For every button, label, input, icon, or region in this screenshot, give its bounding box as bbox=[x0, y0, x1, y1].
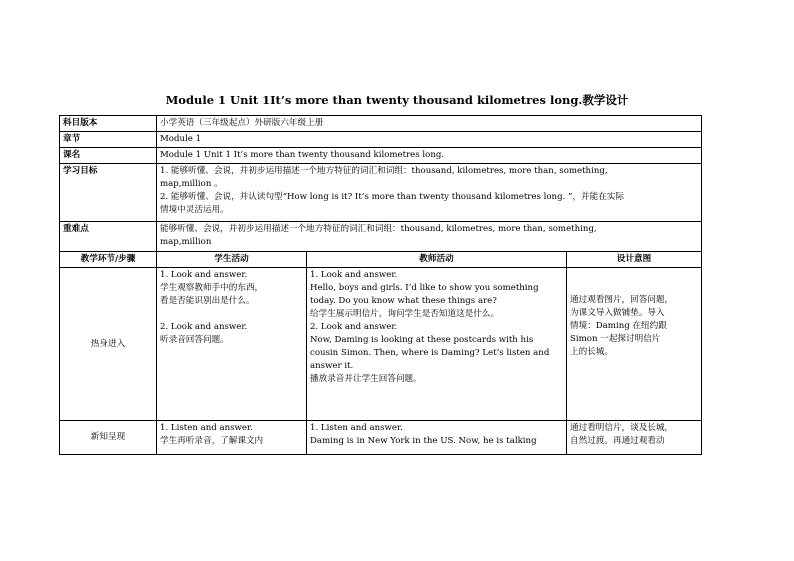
teacher-line: 2. Look and answer. bbox=[310, 322, 398, 332]
row-new-knowledge bbox=[60, 421, 702, 455]
student-line: 学生再听录音，了解课文内 bbox=[160, 436, 264, 446]
key-points-label: 重难点 bbox=[60, 222, 157, 252]
new-knowledge-student bbox=[157, 421, 307, 455]
intent-line: 通过观看图片，回答问题， bbox=[570, 295, 674, 305]
row-warmup bbox=[60, 268, 702, 421]
intent-line: 为课文导入做铺垫。导入 bbox=[570, 308, 665, 318]
warmup-student bbox=[157, 268, 307, 421]
key-point-line: 能够听懂、会说，并初步运用描述一个地方特征的词汇和词组：thousand, kilometres, more than, something, bbox=[160, 224, 597, 234]
activity-header-row bbox=[60, 252, 702, 268]
student-line: 听录音回答问题。 bbox=[160, 335, 229, 345]
objective-line: 情境中灵活运用。 bbox=[160, 205, 229, 215]
student-line bbox=[160, 308, 303, 321]
edition-label: 科目版本 bbox=[60, 116, 157, 132]
lesson-label: 课名 bbox=[60, 148, 157, 164]
new-knowledge-intent bbox=[567, 421, 702, 455]
teacher-line: today. Do you know what these things are? bbox=[310, 296, 497, 306]
intent-line: Simon 一起探讨明信片 bbox=[570, 334, 661, 344]
teacher-line: Now, Daming is looking at these postcards with his bbox=[310, 335, 534, 345]
student-line: 看是否能识别出是什么。 bbox=[160, 296, 255, 306]
lesson-value: Module 1 Unit 1 It’s more than twenty thousand kilometres long. bbox=[157, 148, 702, 164]
header-teacher: 教师活动 bbox=[307, 252, 567, 268]
chapter-label: 章节 bbox=[60, 132, 157, 148]
student-line: 1. Listen and answer. bbox=[160, 423, 253, 433]
chapter-value: Module 1 bbox=[157, 132, 702, 148]
intent-line: 通过看明信片，谈及长城， bbox=[570, 423, 674, 433]
header-intent: 设计意图 bbox=[567, 252, 702, 268]
header-student: 学生活动 bbox=[157, 252, 307, 268]
objective-line: 2. 能够听懂、会说，并认读句型“How long is it? It’s more than twenty thousand kilometres long. ”，并能在实际 bbox=[160, 192, 625, 202]
objectives-value bbox=[157, 164, 702, 222]
objectives-label: 学习目标 bbox=[60, 164, 157, 222]
teacher-line: Daming is in New York in the US. Now, he is talking bbox=[310, 436, 537, 446]
teacher-line: Hello, boys and girls. I’d like to show you something bbox=[310, 283, 539, 293]
student-line: 1. Look and answer. bbox=[160, 270, 248, 280]
warmup-intent bbox=[567, 268, 702, 421]
teacher-line: cousin Simon. Then, where is Daming? Let’s listen and bbox=[310, 348, 550, 358]
student-line: 2. Look and answer. bbox=[160, 322, 248, 332]
header-stage: 教学环节/步骤 bbox=[60, 252, 157, 268]
intent-line: 自然过渡。再通过观看动 bbox=[570, 436, 665, 446]
teacher-line: 1. Listen and answer. bbox=[310, 423, 403, 433]
student-line: 学生观察教师手中的东西， bbox=[160, 283, 264, 293]
teacher-line: answer it. bbox=[310, 361, 354, 371]
edition-value: 小学英语（三年级起点）外研版六年级上册 bbox=[157, 116, 702, 132]
objective-line: 1. 能够听懂、会说，并初步运用描述一个地方特征的词汇和词组：thousand, kilometres, more than, something, bbox=[160, 166, 608, 176]
lesson-plan-table bbox=[59, 115, 702, 455]
row-key-points bbox=[60, 222, 702, 252]
row-lesson bbox=[60, 148, 702, 164]
key-point-line: map,million bbox=[160, 237, 212, 247]
row-chapter bbox=[60, 132, 702, 148]
intent-line: 情境：Daming 在纽约跟 bbox=[570, 321, 667, 331]
teacher-line: 1. Look and answer. bbox=[310, 270, 398, 280]
row-edition bbox=[60, 116, 702, 132]
row-objectives bbox=[60, 164, 702, 222]
warmup-teacher bbox=[307, 268, 567, 421]
document-title: Module 1 Unit 1It’s more than twenty thousand kilometres long.教学设计 bbox=[165, 93, 629, 107]
intent-line: 上的长城。 bbox=[570, 347, 613, 357]
new-knowledge-teacher bbox=[307, 421, 567, 455]
teacher-line: 给学生展示明信片，询问学生是否知道这是什么。 bbox=[310, 309, 500, 319]
warmup-stage: 热身进入 bbox=[60, 268, 157, 421]
teacher-line: 播放录音并让学生回答问题。 bbox=[310, 374, 422, 384]
key-points-value bbox=[157, 222, 702, 252]
new-knowledge-stage: 新知呈现 bbox=[60, 421, 157, 455]
objective-line: map,million 。 bbox=[160, 179, 223, 189]
